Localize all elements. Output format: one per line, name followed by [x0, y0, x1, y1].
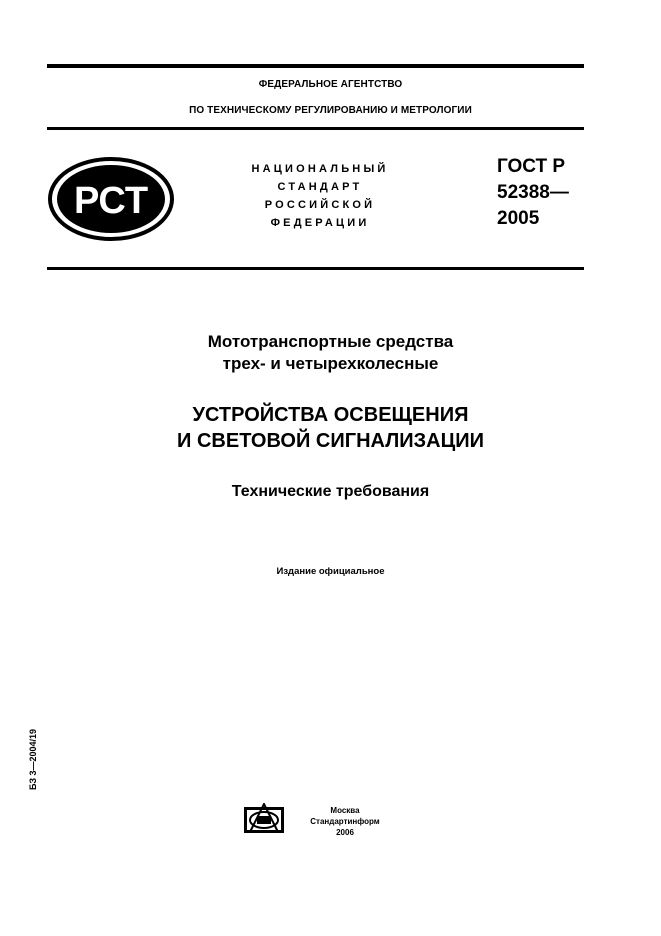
publisher-imprint — [297, 805, 393, 838]
header-rule — [47, 127, 584, 130]
title-rule — [47, 267, 584, 270]
gost-r-logo-icon — [47, 156, 175, 247]
code-line-2: 52388— — [497, 182, 569, 203]
publisher-name: Стандартинформ — [310, 817, 380, 826]
subtitle: Технические требования — [231, 483, 430, 500]
publisher-city: Москва — [330, 806, 360, 815]
national-line-3: РОССИЙСКОЙ — [264, 199, 376, 211]
agency-line-1: ФЕДЕРАЛЬНОЕ АГЕНТСТВО — [258, 79, 403, 90]
publisher-logo-icon — [244, 803, 284, 842]
subject-line-2: трех- и четырехколесные — [222, 354, 439, 373]
main-line-2: И СВЕТОВОЙ СИГНАЛИЗАЦИИ — [177, 430, 484, 452]
top-rule — [47, 64, 584, 68]
main-line-1: УСТРОЙСТВА ОСВЕЩЕНИЯ — [192, 404, 469, 426]
publisher-year: 2006 — [336, 828, 354, 837]
code-line-1: ГОСТ Р — [497, 156, 566, 177]
subject-line-1: Мототранспортные средства — [207, 332, 454, 351]
standard-code — [497, 154, 569, 232]
side-code: БЗ 3—2004/19 — [28, 728, 38, 790]
edition-label: Издание официальное — [276, 566, 385, 577]
code-line-3: 2005 — [497, 208, 540, 229]
national-standard-label — [225, 160, 415, 232]
national-line-1: НАЦИОНАЛЬНЫЙ — [251, 163, 389, 175]
national-line-2: СТАНДАРТ — [277, 181, 363, 193]
main-title — [0, 402, 661, 454]
national-line-4: ФЕДЕРАЦИИ — [270, 217, 370, 229]
logo-text: РСТ — [73, 180, 149, 222]
agency-line-2: ПО ТЕХНИЧЕСКОМУ РЕГУЛИРОВАНИЮ И МЕТРОЛОГИИ — [189, 105, 472, 116]
subject-title — [0, 331, 661, 375]
